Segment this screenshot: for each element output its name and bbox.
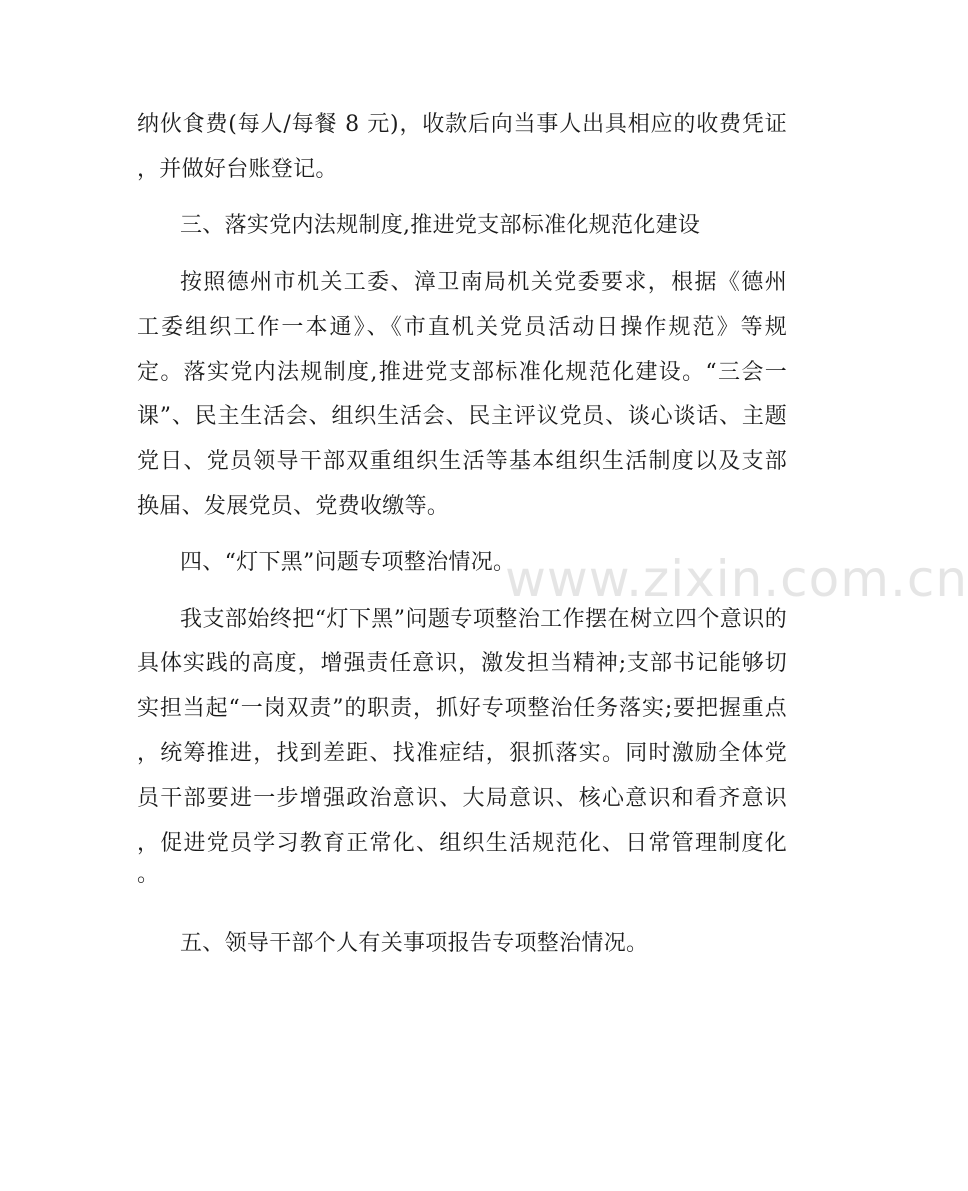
text-line: 员干部要进一步增强政治意识、大局意识、核心意识和看齐意识 <box>137 786 787 811</box>
text-line: 定。落实党内法规制度,推进党支部标准化规范化建设。“三会一 <box>137 360 787 385</box>
text-line: 纳伙食费(每人/每餐 8 元)，收款后向当事人出具相应的收费凭证 <box>137 112 787 137</box>
text-line: 。 <box>137 862 160 887</box>
text-line: ，统筹推进，找到差距、找准症结，狠抓落实。同时激励全体党 <box>137 741 787 766</box>
watermark: www.zixin.com.cn <box>505 550 968 608</box>
text-line: 实担当起“一岗双责”的职责，抓好专项整治任务落实;要把握重点 <box>137 696 787 721</box>
text-line: 课”、民主生活会、组织生活会、民主评议党员、谈心谈话、主题 <box>137 404 787 429</box>
text-line: 党日、党员领导干部双重组织生活等基本组织生活制度以及支部 <box>137 449 787 474</box>
section-heading: 五、领导干部个人有关事项报告专项整治情况。 <box>180 931 649 956</box>
text-line: ，并做好台账登记。 <box>137 157 338 182</box>
text-line: 按照德州市机关工委、漳卫南局机关党委要求，根据《德州 <box>180 270 787 295</box>
section-heading: 三、落实党内法规制度,推进党支部标准化规范化建设 <box>180 213 701 238</box>
text-line: 具体实践的高度，增强责任意识，激发担当精神;支部书记能够切 <box>137 651 787 676</box>
text-line: 换届、发展党员、党费收缴等。 <box>137 494 450 519</box>
text-line: ，促进党员学习教育正常化、组织生活规范化、日常管理制度化 <box>137 831 787 856</box>
text-line: 工委组织工作一本通》、《市直机关党员活动日操作规范》等规 <box>137 315 787 340</box>
section-heading: 四、“灯下黑”问题专项整治情况。 <box>180 550 516 575</box>
text-line: 我支部始终把“灯下黑”问题专项整治工作摆在树立四个意识的 <box>180 607 787 632</box>
